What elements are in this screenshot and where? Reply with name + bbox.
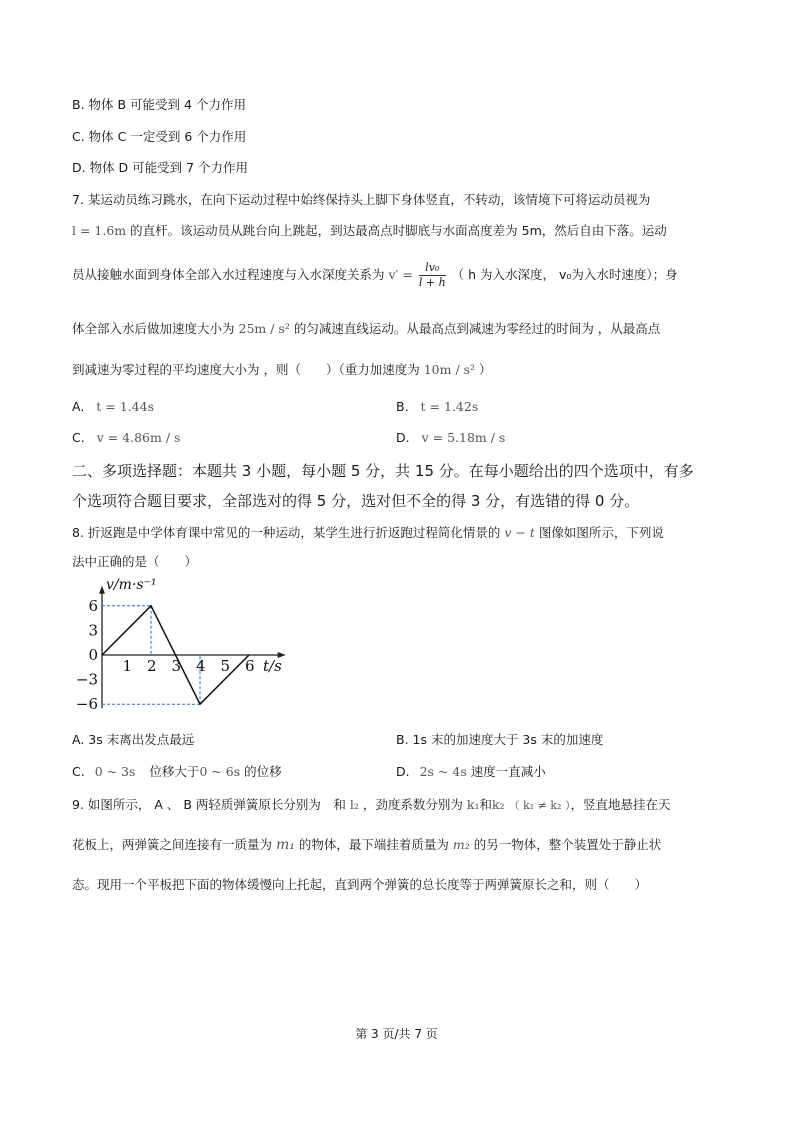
q7-option-a [72,398,154,416]
q7-fraction [419,261,446,290]
q7-line3-pre: 员从接触水面到身体全部入水过程速度与入水深度关系为 [72,267,385,282]
x-tick-label-3: 3 [171,657,182,675]
q9-k1: k₁ [466,797,480,812]
x-tick-label-5: 5 [220,657,231,675]
q7-line5-pre: 到减速为零过程的平均速度大小为 ，则（ ）（重力加速度为 [72,362,420,377]
q7-line4 [72,320,660,338]
q8-option-c-range2: 0 ~ 6s [199,764,241,779]
section2-line2: 个选项符合题目要求，全部选对的得 5 分，选对但不全的得 3 分，有选错的得 0 分。 [72,492,640,510]
q7-accel: 25m / s² [238,321,290,336]
q7-option-c [72,429,180,447]
q8-option-d [396,763,546,781]
q9-and: 和 [479,797,493,812]
q7-option-c-label: C. [72,430,85,445]
q7-option-a-label: A. [72,399,85,414]
q8-option-c-label: C. [72,764,85,779]
q7-line5-post: ） [479,362,492,377]
q9-l2: l₂ [349,797,359,812]
q8-option-b: B. 1s 末的加速度大于 3s 末的加速度 [396,732,604,747]
y-tick-label-1: 3 [88,621,98,640]
q7-line1: 7. 某运动员练习跳水，在向下运动过程中始终保持头上脚下身体竖直，不转动，该情境下可将运动员视为 [72,192,651,207]
q9-line1-post: ，竖直地悬挂在天 [570,797,671,812]
q7-option-d-label: D. [396,430,410,445]
q9-line3: 态。现用一个平板把下面的物体缓慢向上托起，直到两个弹簧的总长度等于两弹簧原长之和，则（ ） [72,877,648,892]
q9-cond: （ k₁ ≠ k₂ ） [508,799,571,812]
q7-option-b-value: t = 1.42s [420,399,479,414]
q7-v-prime: v′ = [388,267,413,282]
q7-line3-post: （ h 为入水深度， v₀为入水时速度）；身 [451,267,678,282]
q8-option-c-tail: 的位移 [244,764,282,779]
q7-fraction-num: lv₀ [419,261,446,276]
q7-option-b [396,398,478,416]
q9-line1-mid: ，劲度系数分别为 [362,797,463,812]
q8-option-d-text: 速度一直减小 [470,764,546,779]
q9-line2 [72,836,661,854]
q8-option-c [72,763,282,781]
q7-line3 [72,256,678,294]
q7-line2-text: 的直杆。该运动员从跳台向上跳起，到达最高点时脚底与水面高度差为 5m，然后自由下落。运动 [130,223,667,238]
q7-fraction-den: l + h [418,276,446,289]
q7-line5 [72,361,492,379]
q9-line2-post: 的另一物体，整个装置处于静止状 [473,837,662,852]
q9-line1 [72,796,670,815]
q7-line2 [72,222,667,240]
q7-option-c-value: v = 4.86m / s [96,430,181,445]
q9-m2: m₂ [452,837,470,852]
q7-length-expr: l = 1.6m [72,223,127,238]
y-tick-label-3: −3 [75,670,98,689]
y-axis-label: v/m·s⁻¹ [106,577,157,593]
q9-line2-mid: 的物体，最下端挂着质量为 [298,837,449,852]
q8-option-d-label: D. [396,764,410,779]
q7-line4-post: 的匀减速直线运动。从最高点到减速为零经过的时间为 ，从最高点 [293,321,661,336]
q8-option-c-text: 位移大于 [149,764,200,779]
q9-line1-pre: 9. 如图所示， A 、 B 两轻质弹簧原长分别为 和 [72,797,346,812]
q9-line2-pre: 花板上，两弹簧之间连接有一质量为 [72,837,273,852]
q7-g: 10m / s² [423,362,476,377]
y-tick-label-2: 0 [88,646,98,664]
y-tick-label-4: −6 [75,695,98,714]
q8-option-d-range: 2s ~ 4s [419,764,467,779]
x-tick-label-4: 4 [196,657,206,675]
y-tick-label-0: 6 [88,596,98,615]
page-footer: 第 3 页/共 7 页 [355,1027,438,1041]
q7-option-b-label: B. [396,399,409,414]
option-c-prev: C. 物体 C 一定受到 6 个力作用 [72,129,247,144]
q8-line1-post: 图像如图所示，下列说 [538,525,664,540]
q8-line1-pre: 8. 折返跑是中学体育课中常见的一种运动，某学生进行折返跑过程简化情景的 [72,525,501,540]
option-d-prev: D. 物体 D 可能受到 7 个力作用 [72,160,249,175]
x-tick-label-1: 1 [122,657,133,675]
section2-line1: 二、多项选择题：本题共 3 小题，每小题 5 分，共 15 分。在每小题给出的四个选项中，有多 [72,462,694,480]
q7-option-d-value: v = 5.18m / s [421,430,506,445]
q9-k2: k₂ [492,797,505,812]
vt-chart [75,575,312,715]
q7-option-a-value: t = 1.44s [96,399,154,414]
q7-option-d [396,429,505,447]
q8-line2: 法中正确的是（ ） [72,554,198,569]
q8-line1 [72,524,664,542]
q9-m1: m₁ [276,837,295,853]
x-tick-label-2: 2 [147,657,157,675]
x-axis-label: t/s [263,657,282,675]
q7-line4-pre: 体全部入水后做加速度大小为 [72,321,235,336]
y-axis-arrow [99,586,105,594]
q8-option-a: A. 3s 末离出发点最远 [72,732,195,747]
q8-vt: v − t [504,525,535,540]
x-tick-label-6: 6 [245,657,255,675]
q8-option-c-range: 0 ~ 3s [94,764,136,779]
option-b-prev: B. 物体 B 可能受到 4 个力作用 [72,97,246,112]
